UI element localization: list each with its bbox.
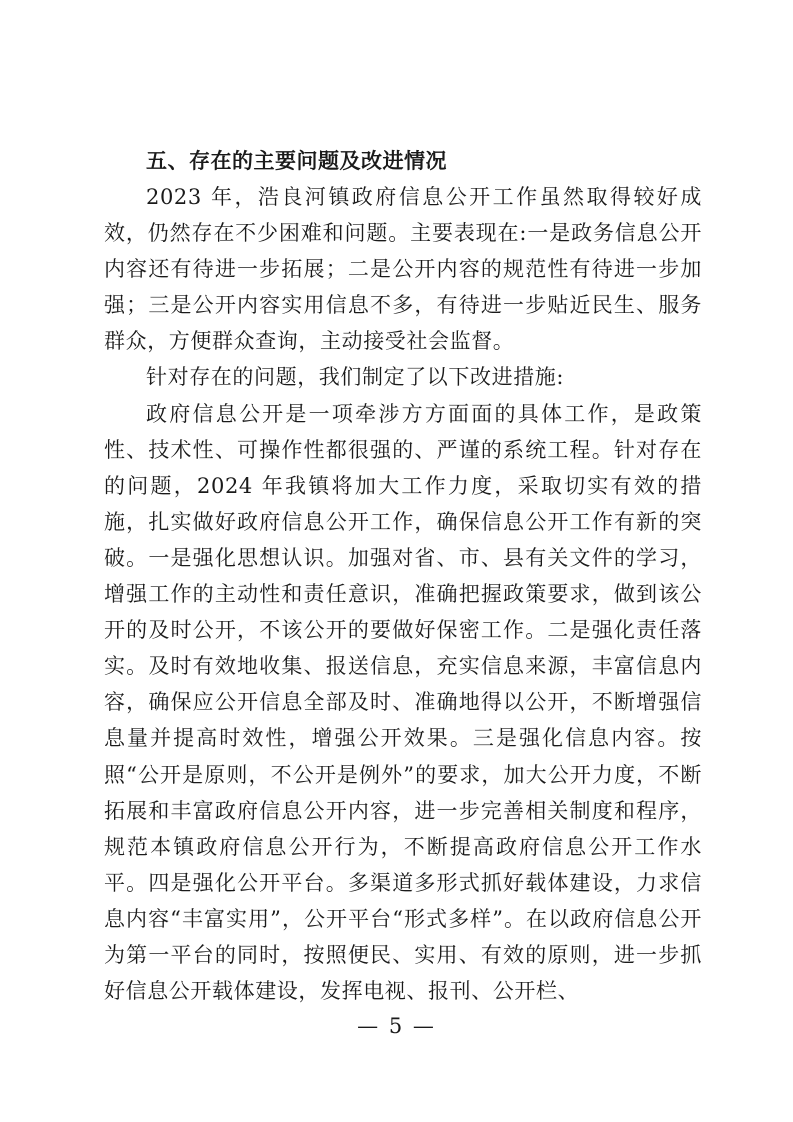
page-number: — 5 —: [357, 1014, 436, 1038]
document-body: [104, 143, 702, 1009]
paragraph-measures-intro: 针对存在的问题，我们制定了以下改进措施:: [146, 365, 565, 390]
paragraph-measures-detail: 政府信息公开是一项牵涉方方面面的具体工作，是政策性、技术性、可操作性都很强的、严谨的系统工程。针对存在的问题，2024 年我镇将加大工作力度，采取切实有效的措施，扎实做好政府信息公开工作，确保信息公开工作有新的突破。一是强化思想认识。加强对省、市、县有关文件的学习，增强工作的主动性和责任意识，准确把握政策要求，做到该公开的及时公开，不该公开的要做好保密工作。二是强化责任落实。及时有效地收集、报送信息，充实信息来源，丰富信息内容，确保应公开信息全部及时、准确地得以公开，不断增强信息量并提高时效性，增强公开效果。三是强化信息内容。按照“公开是原则，不公开是例外”的要求，加大公开力度，不断拓展和丰富政府信息公开内容，进一步完善相关制度和程序，规范本镇政府信息公开行为，不断提高政府信息公开工作水平。四是强化公开平台。多渠道多形式抓好载体建设，力求信息内容“丰富实用”，公开平台“形式多样”。在以政府信息公开为第一平台的同时，按照便民、实用、有效的原则，进一步抓好信息公开载体建设，发挥电视、报刊、公开栏、: [104, 401, 702, 1004]
section-heading: 五、存在的主要问题及改进情况: [146, 149, 447, 173]
paragraph-problems: 2023 年，浩良河镇政府信息公开工作虽然取得较好成效，仍然存在不少困难和问题。主要表现在:一是政务信息公开内容还有待进一步拓展；二是公开内容的规范性有待进一步加强；三是公开内容实用信息不多，有待进一步贴近民生、服务群众，方便群众查询，主动接受社会监督。: [104, 185, 702, 354]
